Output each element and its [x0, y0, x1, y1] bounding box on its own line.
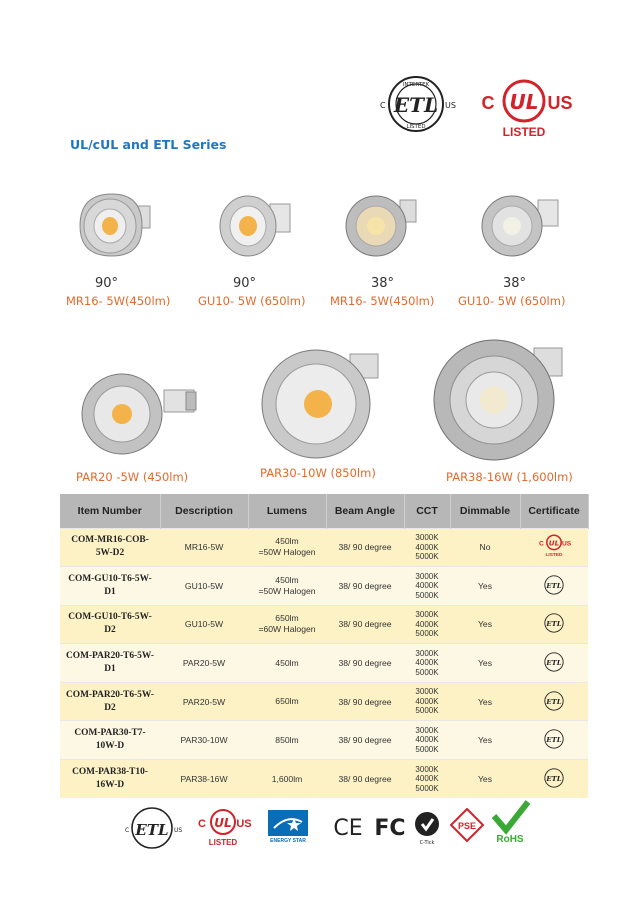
- cell-beam-angle: 38/ 90 degree: [326, 721, 404, 760]
- cell-beam-angle: 38/ 90 degree: [326, 644, 404, 683]
- cell-cct: 3000K 4000K 5000K: [404, 528, 450, 567]
- cell-lumens: 650lm =60W Halogen: [248, 605, 326, 644]
- bulb-model-1: MR16- 5W(450lm): [66, 294, 171, 308]
- ul-listed-logo-bottom: [192, 808, 254, 853]
- table-row: [60, 682, 588, 721]
- cell-description: PAR38-16W: [160, 760, 248, 799]
- svg-text:ETL: ETL: [546, 775, 562, 784]
- svg-text:ENERGY STAR: ENERGY STAR: [270, 838, 306, 844]
- cell-lumens: 650lm: [248, 682, 326, 721]
- bulb-angle-4: 38°: [503, 276, 527, 291]
- cell-certificate: [520, 528, 588, 567]
- svg-text:C: C: [380, 101, 386, 110]
- svg-text:LISTED: LISTED: [208, 838, 238, 847]
- bulb-model-4: GU10- 5W (650lm): [458, 294, 566, 308]
- series-title: UL/cUL and ETL Series: [70, 137, 227, 152]
- svg-text:ETL: ETL: [546, 659, 562, 668]
- cell-cct: 3000K 4000K 5000K: [404, 567, 450, 606]
- table-header-row: [60, 494, 588, 528]
- cell-beam-angle: 38/ 90 degree: [326, 682, 404, 721]
- svg-text:RoHS: RoHS: [496, 834, 524, 844]
- svg-text:PSE: PSE: [457, 821, 477, 831]
- table-row: [60, 760, 588, 799]
- cell-lumens: 450lm =50W Halogen: [248, 567, 326, 606]
- cell-dimmable: No: [450, 528, 520, 567]
- header-dimmable: Dimmable: [450, 494, 520, 528]
- bulb-image-par30: [258, 342, 388, 462]
- svg-text:CE: CE: [333, 816, 363, 841]
- table-row: [60, 721, 588, 760]
- header-lumens: Lumens: [248, 494, 326, 528]
- bulb-image-gu10-90: [208, 190, 300, 262]
- svg-text:LISTED: LISTED: [406, 124, 426, 130]
- ul-listed-logo-top: [474, 78, 574, 140]
- cell-lumens: 850lm: [248, 721, 326, 760]
- svg-text:ETL: ETL: [546, 620, 562, 629]
- etl-icon: [540, 728, 568, 750]
- svg-text:UL: UL: [214, 816, 232, 830]
- cell-item-number: COM-PAR20-T6-5W-D2: [60, 682, 160, 721]
- cell-dimmable: Yes: [450, 567, 520, 606]
- bulb-angle-2: 90°: [233, 276, 257, 291]
- cell-description: PAR20-5W: [160, 644, 248, 683]
- svg-text:ETL: ETL: [546, 697, 562, 706]
- cell-certificate: [520, 605, 588, 644]
- ul-listed-icon: [534, 534, 574, 558]
- svg-text:US: US: [236, 818, 252, 830]
- cell-dimmable: Yes: [450, 644, 520, 683]
- table-row: [60, 644, 588, 683]
- energy-star-logo: [268, 810, 308, 849]
- cell-cct: 3000K 4000K 5000K: [404, 605, 450, 644]
- ctick-logo: [412, 810, 442, 851]
- cell-item-number: COM-GU10-T6-5W-D1: [60, 567, 160, 606]
- header-beam-angle: Beam Angle: [326, 494, 404, 528]
- cell-lumens: 450lm =50W Halogen: [248, 528, 326, 567]
- svg-text:C: C: [125, 827, 130, 834]
- bulb-model-2: GU10- 5W (650lm): [198, 294, 306, 308]
- etl-icon: [540, 690, 568, 712]
- svg-text:C: C: [481, 93, 495, 113]
- bulb-angle-3: 38°: [371, 276, 395, 291]
- table-row: [60, 605, 588, 644]
- svg-text:ETL: ETL: [546, 582, 562, 591]
- cell-beam-angle: 38/ 90 degree: [326, 760, 404, 799]
- cell-certificate: [520, 760, 588, 799]
- svg-text:FC: FC: [374, 816, 406, 841]
- svg-text:US: US: [445, 101, 456, 110]
- svg-text:US: US: [174, 827, 182, 834]
- bulb-image-gu10-38: [472, 190, 564, 262]
- header-item-number: Item Number: [60, 494, 160, 528]
- bulb-image-mr16-90: [70, 190, 162, 262]
- cell-description: GU10-5W: [160, 567, 248, 606]
- ce-logo: [328, 812, 368, 847]
- cell-certificate: [520, 644, 588, 683]
- cell-item-number: COM-GU10-T6-5W-D2: [60, 605, 160, 644]
- cell-description: GU10-5W: [160, 605, 248, 644]
- bulb-model-par38: PAR38-16W (1,600lm): [446, 470, 573, 484]
- rohs-logo: [486, 800, 534, 849]
- svg-text:C: C: [539, 540, 544, 548]
- cell-description: MR16-5W: [160, 528, 248, 567]
- cell-cct: 3000K 4000K 5000K: [404, 760, 450, 799]
- svg-text:INTERTEK: INTERTEK: [402, 82, 430, 88]
- header-certificate: Certificate: [520, 494, 588, 528]
- svg-text:US: US: [547, 93, 573, 113]
- bulb-model-par30: PAR30-10W (850lm): [260, 466, 376, 480]
- pse-logo: [450, 808, 484, 847]
- spec-table: [60, 494, 589, 798]
- bulb-image-par38: [430, 334, 570, 462]
- svg-text:LISTED: LISTED: [545, 553, 563, 559]
- svg-text:C-Tick: C-Tick: [419, 840, 435, 846]
- svg-text:ETL: ETL: [135, 821, 169, 839]
- cell-dimmable: Yes: [450, 760, 520, 799]
- cell-dimmable: Yes: [450, 682, 520, 721]
- cell-lumens: 1,600lm: [248, 760, 326, 799]
- cell-item-number: COM-PAR30-T7-10W-D: [60, 721, 160, 760]
- header-description: Description: [160, 494, 248, 528]
- cell-description: PAR20-5W: [160, 682, 248, 721]
- cell-cct: 3000K 4000K 5000K: [404, 721, 450, 760]
- cell-cct: 3000K 4000K 5000K: [404, 682, 450, 721]
- bulb-image-par20: [72, 368, 202, 458]
- bulb-model-par20: PAR20 -5W (450lm): [76, 470, 189, 484]
- etl-icon: [540, 651, 568, 673]
- svg-text:US: US: [562, 540, 572, 548]
- table-row: [60, 567, 588, 606]
- header-cct: CCT: [404, 494, 450, 528]
- bulb-model-3: MR16- 5W(450lm): [330, 294, 435, 308]
- svg-text:UL: UL: [548, 538, 560, 548]
- etl-icon: [540, 767, 568, 789]
- table-row: [60, 528, 588, 567]
- etl-icon: [540, 612, 568, 634]
- cell-dimmable: Yes: [450, 605, 520, 644]
- etl-logo-top: [376, 72, 456, 136]
- cell-certificate: [520, 682, 588, 721]
- svg-text:LISTED: LISTED: [502, 125, 546, 139]
- cell-cct: 3000K 4000K 5000K: [404, 644, 450, 683]
- cell-description: PAR30-10W: [160, 721, 248, 760]
- bulb-angle-1: 90°: [95, 276, 119, 291]
- svg-text:ETL: ETL: [393, 93, 439, 117]
- svg-text:ETL: ETL: [546, 736, 562, 745]
- cell-beam-angle: 38/ 90 degree: [326, 605, 404, 644]
- cell-item-number: COM-MR16-COB-5W-D2: [60, 528, 160, 567]
- cell-item-number: COM-PAR38-T10-16W-D: [60, 760, 160, 799]
- cell-dimmable: Yes: [450, 721, 520, 760]
- cell-beam-angle: 38/ 90 degree: [326, 567, 404, 606]
- cell-beam-angle: 38/ 90 degree: [326, 528, 404, 567]
- cell-certificate: [520, 721, 588, 760]
- bulb-image-mr16-38: [338, 190, 430, 262]
- etl-logo-bottom: [122, 804, 182, 857]
- fc-logo: [370, 812, 410, 847]
- svg-text:UL: UL: [509, 90, 539, 114]
- svg-text:C: C: [198, 818, 206, 830]
- cell-lumens: 450lm: [248, 644, 326, 683]
- etl-icon: [540, 574, 568, 596]
- cell-item-number: COM-PAR20-T6-5W-D1: [60, 644, 160, 683]
- cell-certificate: [520, 567, 588, 606]
